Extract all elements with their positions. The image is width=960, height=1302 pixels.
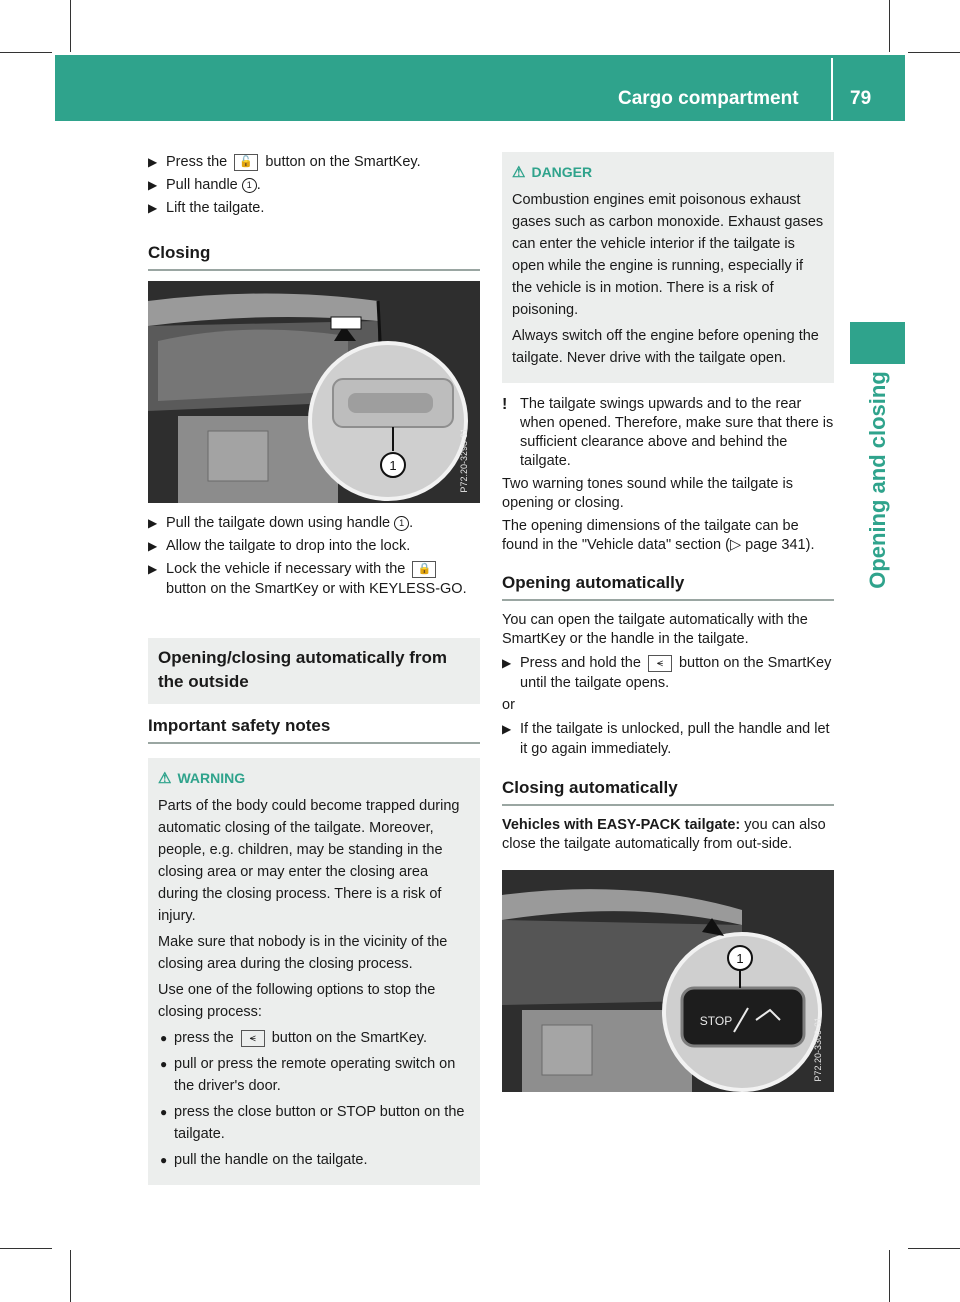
warning-icon: ⚠ — [512, 164, 526, 181]
warning-icon: ⚠ — [158, 770, 172, 787]
crop-mark — [70, 1250, 71, 1302]
step-arrow-icon: ▶ — [148, 539, 158, 553]
paragraph: Vehicles with EASY-PACK tailgate: you can also close the tailgate automatically from out-side. — [502, 817, 826, 852]
figure-tailgate-handle — [148, 281, 480, 503]
exclamation-icon: ! — [502, 396, 508, 413]
danger-title: ⚠ DANGER — [512, 164, 593, 181]
figure-code: P72.20-3298-31 — [459, 428, 469, 493]
paragraph: You can open the tailgate automatically with the SmartKey or the handle in the tailgate. — [502, 612, 808, 647]
bullet-icon: ● — [160, 1057, 168, 1071]
step-arrow-icon: ▶ — [148, 562, 158, 576]
bullet-icon: ● — [160, 1031, 168, 1045]
section-rule — [148, 742, 480, 744]
box-heading: Opening/closing automatically from the outside — [158, 648, 448, 691]
section-heading-safety: Important safety notes — [148, 716, 331, 735]
tailgate-handle-illustration — [148, 281, 480, 503]
paragraph: The opening dimensions of the tailgate can be found in the "Vehicle data" section (▷ page 341). — [502, 518, 815, 553]
step-arrow-icon: ▶ — [148, 178, 158, 192]
warning-paragraph: Use one of the following options to stop the closing process: — [158, 982, 436, 1020]
step-item: ▶ If the tailgate is unlocked, pull the handle and let it go again immediately. — [502, 721, 830, 757]
step-arrow-icon: ▶ — [502, 722, 512, 736]
section-rule — [502, 804, 834, 806]
crop-mark — [908, 52, 960, 53]
warning-title: ⚠ WARNING — [158, 770, 246, 787]
step-item: ▶ Lift the tailgate. — [148, 200, 265, 216]
crop-mark — [0, 52, 52, 53]
section-rule — [502, 599, 834, 601]
callout-number: 1 — [242, 178, 257, 193]
bullet-icon: ● — [160, 1153, 168, 1167]
or-label: or — [502, 697, 515, 713]
step-item: ▶ Pull the tailgate down using handle 1 . — [148, 515, 414, 531]
tailgate-icon: ⪪ — [648, 655, 672, 672]
crop-mark — [889, 0, 890, 52]
right-column — [502, 152, 834, 1102]
list-item: ● press the ⪪ button on the SmartKey. — [158, 1027, 470, 1049]
section-rule — [148, 269, 480, 271]
figure-callout-1: 1 — [736, 951, 744, 966]
step-arrow-icon: ▶ — [502, 656, 512, 670]
step-item: ▶ Press the 🔓 button on the SmartKey. — [148, 154, 421, 170]
list-item: ● pull or press the remote operating switch on the driver's door. — [158, 1053, 470, 1097]
list-item: ● pull the handle on the tailgate. — [158, 1149, 470, 1171]
page-reference-link[interactable]: (▷ page 341). — [725, 537, 815, 553]
section-heading-closing-auto: Closing automatically — [502, 778, 678, 797]
unlock-icon: 🔓 — [234, 154, 258, 171]
figure-stop-button — [502, 870, 834, 1092]
step-arrow-icon: ▶ — [148, 201, 158, 215]
danger-paragraph: Combustion engines emit poisonous exhaust gases such as carbon monoxide. Exhaust gases can enter the vehicle interior if the tailgate is open while the engine is running, especially if the vehicle is in motion. There is a risk of poisoning. — [512, 192, 824, 318]
crop-mark — [908, 1248, 960, 1249]
step-item: ▶ Pull handle 1 . — [148, 177, 261, 193]
step-item: ▶ Press and hold the ⪪ button on the SmartKey until the tailgate opens. — [502, 655, 832, 691]
warning-box — [148, 758, 480, 1185]
section-heading-opening-auto: Opening automatically — [502, 573, 685, 592]
crop-mark — [70, 0, 71, 52]
stop-button-illustration — [502, 870, 834, 1092]
tailgate-icon: ⪪ — [241, 1030, 265, 1047]
crop-mark — [889, 1250, 890, 1302]
left-column — [148, 152, 480, 1197]
warning-paragraph: Parts of the body could become trapped during automatic closing of the tailgate. Moreover, people, e.g. children, may be standing in the closing area or may enter the closing area during the closing process. There is a risk of injury. — [158, 798, 460, 924]
header-separator — [831, 58, 833, 120]
side-chapter-title: Opening and closing — [865, 371, 890, 589]
note-item: ! The tailgate swings upwards and to the rear when opened. Therefore, make sure that there is sufficient clearance above and behind the tailgate. — [502, 396, 834, 469]
stop-label: STOP — [699, 1014, 733, 1028]
warning-paragraph: Make sure that nobody is in the vicinity of the closing area during the closing process. — [158, 934, 448, 972]
page-number: 79 — [850, 88, 872, 109]
step-item: ▶ Allow the tailgate to drop into the lock. — [148, 538, 411, 554]
figure-code: P72.20-3300-31 — [813, 1017, 823, 1082]
step-arrow-icon: ▶ — [148, 155, 158, 169]
step-arrow-icon: ▶ — [148, 516, 158, 530]
danger-box — [502, 152, 834, 383]
bullet-icon: ● — [160, 1105, 168, 1119]
crop-mark — [0, 1248, 52, 1249]
callout-number: 1 — [394, 516, 409, 531]
side-tab — [850, 322, 905, 364]
section-box — [148, 638, 480, 704]
figure-callout-1: 1 — [389, 458, 397, 473]
section-heading-closing: Closing — [148, 243, 211, 262]
paragraph: Two warning tones sound while the tailgate is opening or closing. — [502, 476, 793, 511]
lock-icon: 🔒 — [412, 561, 436, 578]
page-title: Cargo compartment — [618, 88, 799, 109]
list-item: ● press the close button or STOP button on the tailgate. — [158, 1101, 470, 1145]
step-item: ▶ Lock the vehicle if necessary with the 🔒 button on the SmartKey or with KEYLESS-GO. — [148, 561, 467, 597]
danger-paragraph: Always switch off the engine before opening the tailgate. Never drive with the tailgate open. — [512, 328, 819, 366]
